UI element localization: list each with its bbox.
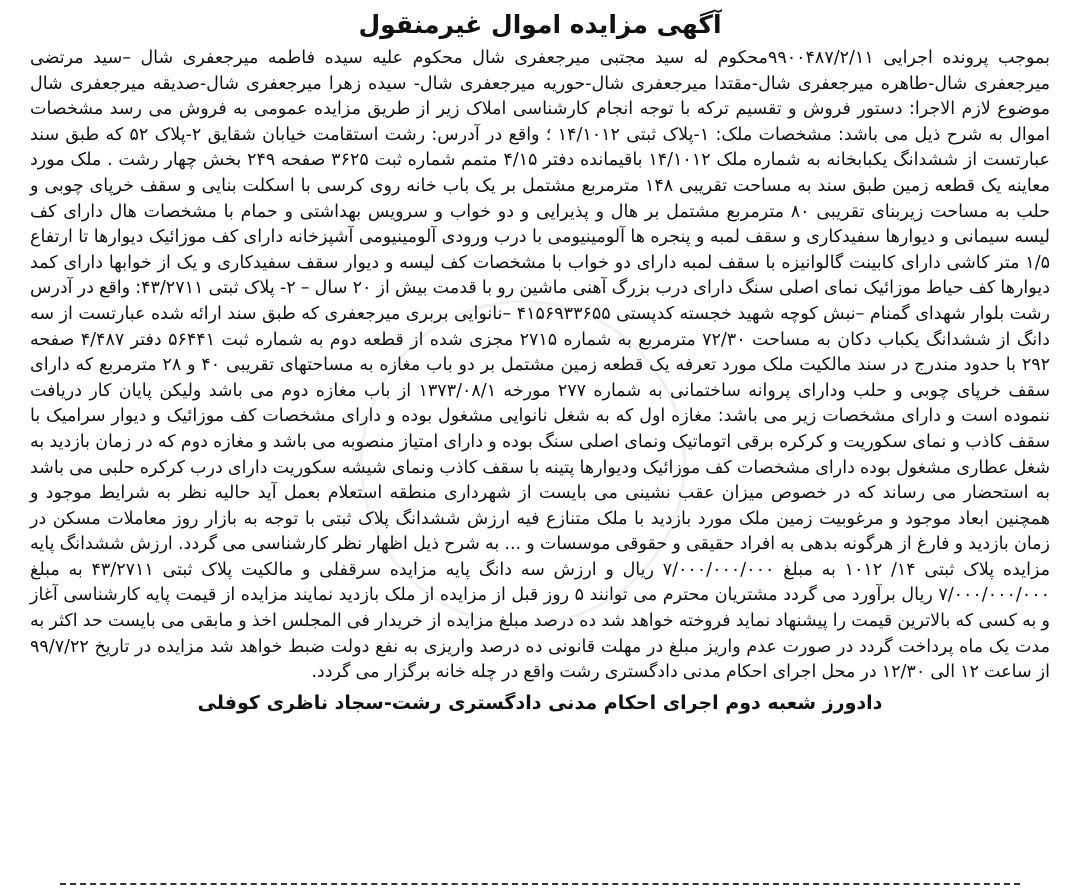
notice-signature: دادورز شعبه دوم اجرای احکام مدنی دادگستری رشت-سجاد ناظری کوفلی (197, 691, 883, 714)
notice-title: آگهی مزایده اموال غیرمنقول (358, 10, 722, 39)
bottom-dashed-rule (60, 883, 1020, 885)
notice-body: بموجب پرونده اجرایی ۹۹۰۰۴۸۷/۲/۱۱محکوم له سید مجتبی میرجعفری شال محکوم علیه سیده فاطمه میرجعفری شال –سید مرتضی میرجعفری شال-طاهره میرجعفری شال-مقتدا میرجعفری شال-حوریه میرجعفری شال- سیده زهرا میرجعفری شال-صدیقه میرجعفری شال موضوع لازم الاجرا: دستور فروش و تقسیم ترکه با توجه انجام کارشناسی املاک زیر از طریق مزایده عمومی به فروش می رسد مشخصات اموال به شرح ذیل می باشد: مشخصات ملک: ۱-پلاک ثبتی ۱۴/۱۰۱۲ ؛ واقع در آدرس: رشت استقامت خیابان شقایق ۲-پلاک ۵۲ که طبق سند عبارتست از ششدانگ یکبابخانه به شماره ملک ۱۴/۱۰۱۲ باقیمانده دفتر ۴/۱۵ متمم شماره ثبت ۳۶۲۵ صفحه ۲۴۹ بخش چهار رشت . ملک مورد معاینه یک قطعه زمین طبق سند به مساحت تقریبی ۱۴۸ مترمربع مشتمل بر یک باب خانه روی کرسی با اسکلت بنایی و سقف خرپای چوبی و حلب به مساحت زیربنای تقریبی ۸۰ مترمربع مشتمل بر هال و پذیرایی و دو خواب و سرویس بهداشتی و حمام با مشخصات هال دارای کف لیسه سیمانی و دیوارها سفیدکاری و سقف لمبه و پنجره ها آلومینیومی با درب ورودی آلومینیومی آشپزخانه دارای کف موزائیک دیوارها تا ارتفاع ۱/۵ متر کاشی دارای کابینت گالوانیزه با سقف لمبه دارای دو خواب با مشخصات کف لیسه و دیوار سقف سفیدکاری و یک از خوابها دارای کمد دیوارها کف حیاط موزائیک نمای اصلی سنگ دارای درب بزرگ آهنی ماشین رو با قدمت بیش از ۲۰ سال – ۲- پلاک ثبتی ۴۳/۲۷۱۱: واقع در آدرس رشت بلوار شهدای گمنام –نبش کوچه شهید خجسته کدپستی ۴۱۵۶۹۳۳۶۵۵ –نانوایی بربری میرجعفری که طبق سند ارائه شده عبارتست از سه دانگ از ششدانگ یکباب دکان به مساحت ۷۲/۳۰ مترمربع به شماره ۲۷۱۵ مجزی شده از قطعه دوم به شماره ثبت ۵۶۴۴۱ دفتر ۴/۴۸۷ صفحه ۲۹۲ با حدود مندرج در سند مالکیت ملک مورد تعرفه یک قطعه زمین مشتمل بر دو باب مغازه به مساحتهای تقریبی ۴۰ و ۲۸ مترمربع که دارای سقف خرپای چوبی و حلب ودارای پروانه ساختمانی به شماره ۲۷۷ مورخه ۱۳۷۳/۰۸/۱ از باب مغازه دوم می باشد ولیکن پایان کار دریافت ننموده است و دارای مشخصات زیر می باشد: مغازه اول که به شغل نانوایی مشغول بوده و دارای مشخصات کف موزائیک و دیوار سرامیک با سقف کاذب و نمای سکوریت و کرکره برقی اتوماتیک ونمای اصلی سنگ بوده و دارای امتیاز منصوبه می باشد و مغازه دوم که در زمان بازدید به شغل عطاری مشغول بوده دارای مشخصات کف موزائیک ودیوارها پتینه با سقف کاذب ونمای شیشه سکوریت دارای درب کرکره حلبی می باشد به استحضار می رساند که در خصوص میزان عقب نشینی می بایست از شهرداری منطقه استعلام بعمل آید حالیه نظر به شرایط موجود و همچنین ابعاد موجود و مرغوبیت زمین ملک مورد بازدید با ملک متنازع فیه ارزش ششدانگ پلاک ثبتی با توجه به بازار روز معاملات مسکن در زمان بازدید و فارغ از هرگونه بدهی به افراد حقیقی و حقوقی موسسات و ... به شرح ذیل اظهار نظر کارشناسی می گردد. ارزش ششدانگ پایه مزایده پلاک ثبتی ۱۴/ ۱۰۱۲ به مبلغ ۷/۰۰۰/۰۰۰/۰۰۰ ریال و ارزش سه دانگ پایه مزایده سرقفلی و مالکیت پلاک ثبتی ۴۳/۲۷۱۱ به مبلغ ۷/۰۰۰/۰۰۰/۰۰۰ ریال برآورد می گردد مشتریان محترم می توانند ۵ روز قبل از مزایده از ملک بازدید نمایند مزایده از قیمت پایه کارشناسی آغاز و به کسی که بالاترین قیمت را پیشنهاد نماید فروخته خواهد شد ده درصد مبلغ مزایده از خریدار فی المجلس اخذ و مابقی می بایست حد اکثر به مدت یک ماه پرداخت گردد در صورت عدم واریز مبلغ در مهلت قانونی ده درصد واریزی به نفع دولت ضبط خواهد شد مزایده در تاریخ ۹۹/۷/۲۲ از ساعت ۱۲ الی ۱۲/۳۰ در محل اجرای احکام مدنی دادگستری رشت واقع در چله خانه برگزار می گردد. (30, 48, 1051, 683)
